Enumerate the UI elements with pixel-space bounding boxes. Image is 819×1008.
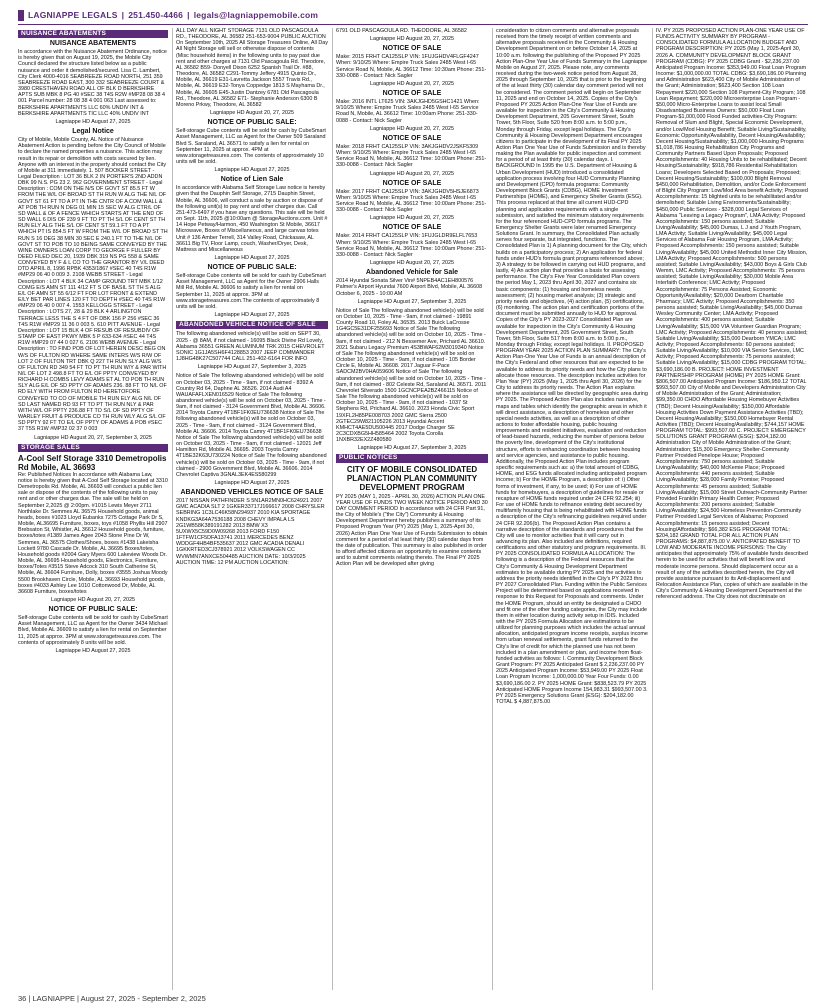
notice-body: In accordance with the Nuisance Abatement Ordinance, notice is hereby given that on August 19, 2025, the Mobile City Council declared the structure listed below as a public nuisance and order it demolished/secured. Lisa C. Lambert, City Clerk 4000-4016 SEABREEZE ROAD NORTH, 251 359 SEABREEZE ROAD EAST, 300 332 SEABREEZE COURT & 3980 CRESTHAVEN ROAD ALL OF BLK D BERKSHIRE APTS SUB MBK 8 PG 40 #SEC 38 T4S R2W #MP28 08 38 4 001 Parcel number: 28 08 38 4 001 063 Last assessed to: BERKSHIRE APARTMENTS LLC 60% UNDIV INT & BERKSHIRE APARTMENTS TIC LLC 40% UNDIV INT xyxy=(18,49,167,117)
section-banner: NUISANCE ABATEMENTS xyxy=(18,30,168,38)
notice-signature: Lagniappe HD August 27, 2025 xyxy=(214,167,290,174)
notice-title: NOTICE OF SALE xyxy=(382,134,442,142)
column-divider xyxy=(652,28,653,990)
header-rule xyxy=(18,24,808,25)
notice-title: NUISANCE ABATEMENTS xyxy=(49,40,137,48)
notice-signature: Lagniappe HD August 20, 27, 2025 xyxy=(51,596,135,603)
header-bar xyxy=(18,10,24,21)
notice-body: Re: Published Notices In accordance with Alabama Law, notice is hereby given that A-Cool Self Storage located at 3310 Demetropolis Rd. Mobile, AL 36693 will conduct a public lien sale or dispose of the contents of the following units to pay rent and or other charges due. The sale will be held on September 2,2025 @ 2:00pm. #1015 Lewis Meyer 2711 Northlake Dr. Semmes AL 36575 Household goods, animal heads, boxes #1023 Lloyd Eubanks 7275 Cottage Park Dr S, Mobile, AL36695 Furniture, boxes, toys #1058 Phyllis Hill 2907 Brebsaton St, Whistler, AL 36612 Household goods, furniture, boxes/totes #1389 James Agee 2043 Stone Pine Dr W, Semmes, AL 36575 Clothes/Shoes, boxes #1438 Lakeisha Lockett 9780 Cascade Dr. Mobile, AL 36695 Boxes/totes, Household goods #2004 Gary Myers 600 Lakeview Woods Dr. Mobile, AL 36695 Household goods, Electronics, Furniture, boxes/Totes #3515 Steve Adcock 310 South Catherine St, Mobile, AL 36604 Furniture, Dolly, boxes #3555 Joshua Moody 5500 Brookhaven Circle, Mobile, AL 36693 Household goods, boxes #4033 Ashley Lee 1010 Cottonwood Dr, Mobile, AL 36608 Furniture, boxes/totes xyxy=(18,471,168,595)
notice-body: Notice of Sale The following abandoned vehicle(s) will be sold on October 03, 2025 - Time - 9am, if not claimed - 8392 A Country Rd 64, Daphne AL 36526. 2014 Audi A4 WAUAFAFLXEN016529 Notice of Sale The following abandoned vehicle(s) will be sold on October 03, 2025 - Time - 9am, if not claimed - 3124 Government Blvd, Mobile AL 36606. 2014 Toyota Camry 4T1BF1FK0EU736638 Notice of Sale The following abandoned vehicle(s) will be sold on October 03, 2025 - Time - 9am, if not claimed - 3124 Government Blvd, Mobile AL 36606. 2014 Toyota Camry 4T1BF1FK0EU736638 Notice of Sale The following abandoned vehicle(s) will be sold on October 03, 2025 - Time - 9am, if not claimed - 12021 Jeff Hamilton Rd, Mobile AL 36695. 2003 Toyota Camry 4T1BE32K63U730224 Notice of Sale The following abandoned vehicle(s) will be sold on October 03, 2025 - Time - 9am, if not claimed - 2900 Government Blvd, Mobile AL 36606. 2014 Chevrolet Captiva 3GNAL3EK4ES580299 xyxy=(176,373,327,478)
notice-signature: Lagniappe HD August 20, 27, 2025 xyxy=(370,36,454,43)
header-publication: LAGNIAPPE LEGALS xyxy=(28,10,118,20)
notice-signature: Lagniappe HD August 27, 2025 xyxy=(214,255,290,261)
notice-signature: Lagniappe HD August 20, 27, 2025 xyxy=(210,110,294,117)
notice-body: Self-storage Cube contents will be sold for cash by CubeSmart Asset Management, LLC as Agent for the Owner 2906 Halls Mill Rd, Mobile AL 36606 to satisfy a lien for rental on September 11, 2025 at approx. 3PM at www.storagetreasures.com.The contents of approximately 8 units will be sold. xyxy=(176,273,326,310)
notice-body: PY 2025 (MAY 1, 2025 - APRIL 30, 2026) ACTION PLAN ONE YEAR USE OF FUNDS TWO WEEK NOTICE PERIOD AND 30 DAY COMMENT PERIOD In accordance with 24 CFR Part 91, the City of Mobile's ("the City") Community & Housing Development Department hereby publishes a summary of its Proposed Program Year (PY) 2025 (May 1, 2025-April 30, 2026) Action Plan One Year Use of Funds Submission to obtain comment for a period of at least thirty (30) calendar days from the date of publication. This summary is also published in order to afford affected citizens an opportunity to examine contents and to submit comments relating thereto. The Final PY 2025 Action Plan will be developed after giving xyxy=(336,493,488,568)
notice-body: In accordance with Alabama Self Storage Law notice is hereby given that the Dauphin Self Storage, 2715 Dauphin Street, Mobile, AL 36606, will conduct a sale by auction or dispose of the following unit(s) to pay rent and other charges due. Call 251-473-6497 if you have any questions. This sale will be held on Sept. 11th, 2025 @10:00am @ StorageAuctions.com. Unit # 14 Hope Petway/Harmon, 450 Washington St Mobile, 36617 Microwave, Boxes of Miscellaneous, and large canvas totes Unit # 136 Amber Terrell, 314 Valley Road, Chickasaw, AL 36611 Big TV, Floor Lamp, couch, Washer/Dryer, Desk, Mattress and Miscellaneous xyxy=(176,185,328,253)
header-phone: 251.450-4466 xyxy=(128,10,184,20)
notice-body: Self-storage Cube contents will be sold for cash by CubeSmart Asset Management, LLC as Agent for the Owner 509 Saraland Blvd S. Saraland, AL 36571 to satisfy a lien for rental on September 11, 2025 at approx. 4PM at www.storagetreasures.com. The contents of approximately 10 units will be sold. xyxy=(176,128,326,165)
column-3 xyxy=(336,28,488,990)
header-email[interactable]: legals@lagniappemobile.com xyxy=(193,10,319,20)
column-5 xyxy=(656,28,808,990)
header-divider-1: | xyxy=(121,10,125,20)
page-footer: 36 | LAGNIAPPE | August 27, 2025 - September 2, 2025 xyxy=(18,994,206,1003)
notice-signature: Lagniappe HD August 20, 27, 2025 xyxy=(370,125,454,132)
section-banner: ABANDONED VEHICLE NOTICE OF SALE xyxy=(176,321,328,329)
notice-title: Notice of Lien Sale xyxy=(220,176,284,184)
notice-body: IV. PY 2025 PROPOSED ACTION PLAN-ONE YEAR USE OF FUNDS ACTIVITY SUMMARY BY PROGRAM -CONSOLIDATED FORMULA ALLOCATION BUDGET AND PROGRAM DESCRIPTION: PY 2025 (May 1, 2025-April 30, 2026 A. COMMUNITY DEVELOPMENT BLOCK GRANT PROGRAM (CDBG): PY 2025 CDBG Grant - $2,236,237.00 Anticipated Program Income: $353,949.00 Float Loan Program Income: $1,000,000.00 TOTAL CDBG: $3,690,186.00 Planning and Administration $623,400 City of Mobile Administration of the Grant; Administration; $623,400 Section 108 Loan Repayment $220,000 Section 108 Payment-City Program; 108 Loan Repayment; $220,000 Microenterprise Loan Program - $50,000 Micro-Enterprise Loans to assist local Small Disadvantaged Business Owners: $50,000 Float Loan Program-$1,000,000 Flood Funded activities-City Program: Removal of Slum and Blight, Special Economic Development, and/or Low/Mod Housing Benefit; Suitable Living/Sustainability, Economic Opportunity/Availability, Decent Housing/Availability; Decent Housing/Sustainability; $1,000,000 Housing Programs $1,018,786 Housing Rehabilitation City Programs and Community Partners Based Upon Proposals; Proposed Accomplishments: 40 Housing Units to be rehabilitated; Decent Housing/Sustainability; $918,786 Residential Rehabilitation Loans; Developers Selected Based on Proposals; Proposed; Decent Housing/Sustainability; $100,000 Blight Removal $450,000 Rehabilitation, Demolition, and/or Code Enforcement of Blight City Program: Low/Mod Area benefit Activity; Proposed Accomplishments: 15 blighted units to be rehabilitated and/or demolished; Suitable Living Environments/Sustainability; $450,000 Public Services - $328,000 Legal Services of Alabama "Leaving a Legacy Program", LMA Activity; Proposed Accomplishments: 150 persons assisted; Suitable Living/Availability; $45,000 Dumas, L J and J Youth Program, LMA Activity; Suitable Living/Availability; $45,000 Legal Services of Alabama Fair Housing Program, LMA Activity; Proposed Accomplishments: 150 persons assisted; Suitable Living/Availability; $45,000 United Methodist Inner City Mission, LMA Activity; Proposed Accomplishments: 500 persons assisted; Suitable Living/Availability; $43,000 Boys & Girls Club Wemm, LMC Activity; Proposed Accomplishments: 75 persons assisted; Suitable Living/Availability; $30,000 Mobile Area Interfaith Conference; LMC Activity; Proposed Accomplishments: 75 Persons Assisted; Economic Opportunity/Availability; $20,000 Dearborn Charitable Pharmacy; LMC Activity; Proposed Accomplishments: 350 persons assisted; Suitable Living/Availability; $45,000 Dumas Wesley Community Center; LMA Activity; Proposed Accomplishments: 400 persons assisted; Suitable Living/Availability; $15,000 VIA Volunteer Guardian Program; LMC Activity; Proposed Accomplishments: 40 persons assisted; Suitable Living/Availability; $15,000 Dearborn YMCA; LMC Activity; Proposed Accomplishments: 60 persons assisted; Suitable Living/Availability; $10,000 VIA Senior Services, LMC Activity; Proposed Accomplishments: 75 persons assisted; Suitable Living/Availability; $15,000 CDBG PROGRAM TOTAL: $3,690,186.00 B. PROJECT: HOME INVESTMENT PARTNERSHIP PROGRAM (HOME) PY 2025 HOME Grant: $806,507.00 Anticipated Program Income: $186,959.12 TOTAL $993,507.00 City of Mobile and Developers Administration City of Mobile Administration of the Grant; Administration; $99,350.00 CHDO Affordable Housing Homebuyer Activities (TBD); Decent Housing/Availability; $150,000 Affordable Housing Activities Down Payment Assistance Activities (TBD); Decent Housing/Availability; $150,000 Homebuyer Rental Activities (TBD); Decent Housing/Availability; $744,157 HOME PROGRAM TOTAL: $993,507.00 C. PROJECT: EMERGENCY SOLUTIONS GRANT PROGRAM (ESG): $204,182.00 Administration City of Mobile Administration of the Grant; Administration; $15,300 Emergency Shelter-Community Partner Provided Penelope House; Proposed Accomplishments: 750 persons assisted; Suitable Living/Availability; $40,000 McKemie Place; Proposed Accomplishments: 440 persons assisted; Suitable Living/Availability; $28,000 Family Promise; Proposed Accomplishments: 45 persons assisted; Suitable Living/Availability; $15,000 Street Outreach-Community Partner Provided Franklin Primary Health Center; Proposed Accomplishments: 200 persons assisted; Suitable Living/Availability; $24,500 Homeless Prevention-Community Partner Provided Legal Services of Alabama; Proposed Accomplishments: 15 persons assisted; Decent Housing/Affordability; $66,382 ESG PROGRAM TOTAL: $204,182 GRAND TOTAL FOR ALL ACTION PLAN PROGRAMS: $4,887,875.00 V. ANTICIPATED BENEFIT TO LOW AND MODERATE INCOME PERSONS: The City anticipates that approximately 75% of available funds described herein to be used for activities that will benefit low and moderate income persons. Should displacement occur as a result of any of the activities described herein, the City will provide assistance pursuant to its Anti-displacement and Relocation Assistance Plan, copies of which are available in the City's Community & Housing Development Department at the referenced address. The City does not discriminate on xyxy=(656,28,808,601)
notice-body: 2014 Hyundai Sonata Silver Vin# 5NPEB4AC1EH800576 Palmer's Airport Hyundai 7600 Airport Blvd, Mobile, AL 36608 October 6, 2025 - 10:00 AM xyxy=(336,278,483,297)
notice-title: NOTICE OF SALE xyxy=(382,90,442,98)
notice-signature: Lagniappe HD August 27, September 3, 2025 xyxy=(357,298,467,305)
notice-signature: Lagniappe HD August 27, 2025 xyxy=(214,480,290,486)
notice-body: Notice of Sale The following abandoned vehicle(s) will be sold on October 10, 2025 - Time - 9am, if not claimed - 19891 County Road 10, Foley AL 36535. 2013 Buick LaCrosse 1G4GC5E31DF255693 Notice of Sale The following abandoned vehicle(s) will be sold on October 10, 2025 - Time - 9am, if not claimed - 212 N Bessemer Ave, Prichard AL 36610. 2021 Subaru Legacy Premium 4S3BWAF62M3019340 Notice of Sale The following abandoned vehicle(s) will be sold on October 10, 2025 - Time - 9am, if not claimed - 105 Border Circle E, Mobile AL 36608. 2017 Jaguar F-Pace SADCM2BV0HA059606 Notice of Sale The following abandoned vehicle(s) will be sold on October 10, 2025 - Time - 9am, if not claimed - 802 Celeste Rd, Saraland AL 36571. 2011 Chevrolet Silverado 1500 1GCNCPEA2BZ466115 Notice of Sale The following abandoned vehicle(s) will be sold on October 10, 2025 - Time - 9am, if not claimed - 1037 St Stephens Rd, Prichard AL 36610. 2023 Honda Civic Sport 19XFL2H85PE008703 2002 GMC Sierra 2500 2GTEC29W821105226 2013 Hyundai Accent KMHCT4AE5DU500445 2017 Dodge Charger SE 2C3CDXBG5HH585464 2002 Toyota Corolla 1NXBR32EX2Z480580 xyxy=(336,307,487,444)
notice-body: Make: 2014 FRHT CA125SLP VIN: 1FUJGLDR9ELFL7653 When: 9/10/25 Where: Empire Truck Sales 2485 West I-65 Service Road N, Mobile, AL 36612 Time: 10:00am Phone: 251-330-0088 - Contact: Nick Sagler xyxy=(336,233,487,258)
notice-signature: Lagniappe HD August 20, 27, 2025 xyxy=(370,215,454,222)
notice-body: consideration to citizen comments and alternative proposals received from the timely receipt of written comments and alternative proposals received in the Community & Housing Development Department on or before October 14, 2025 at 10:00 a.m. following the publishing of the Proposed PY 2025 Action Plan-One Year Use of Funds Summary in the Lagniappe Mobile on August 27, 2025. Please note, any comments received during the two-week notice period from August 28, 2025 through September 10, 2025 that is prior to the beginning of the at least thirty (30) calendar day comment period will not be considered. The comment period will begin on September 11, 2025 and end on October 14, 2025. Copies of the City's Proposed PY 2025 Action Plan-One Year Use of Funds are available for inspection in the City's Community & Housing Development Department, 205 Government Street, South Tower, 5th Floor, Suite 520 from 8:00 a.m. to 5:00 p.m., Monday through Friday, except legal holidays. The City's Community & Housing Development Department encourages citizens to participate in the development of its Final PY 2025 Action Plan One Year Use of Funds Submission and is thereby making the Plan available for public inspection and comment for a period of at least thirty (30) calendar days. I. BACKGROUND In 1995 the U.S. Department of Housing & Urban Development (HUD) introduced a consolidated application process involving four HUD Community Planning and Development (CPD) formula programs: Community Development Block Grants (CDBG), HOME Investment Partnerships (HOME), and Emergency Shelter Grants (ESG). This process replaced at that time all current HUD-CPD planning and application requirements with a single submission, and satisfied the minimum statutory requirements for the four referenced HUD-CPD formula programs. The Emergency Shelter Grants were later renamed Emergency Solutions Grant. In summary, the Consolidated Plan actually serves four separate, but integrated, functions. The Consolidated Plan is 1) A planning document for the City, which builds on a participatory process; 2) An application for federal funds under HUD's formula grant programs referenced above; 3) A strategy to be followed in carrying out HUD programs, and lastly, 4) An action plan that provides a basis for assessing performance. The City's Five Year Consolidated Plan covers the period May 1, 2023 thru April 30, 2027 and contains six basic components: (1) housing and homeless needs assessment; (2) housing market analysis; (3) strategic and priority needs and objectives, (4) action plan, (5) certifications, (6) monitoring. The action plan and certification portions of the document must be submitted annually to HUD for approval. Copies of the City's PY 2023-2027 Consolidated Plan are available for inspection in the City's Community & Housing Development Department, 205 Government Street, South Tower, 5th Floor, Suite 517 from 8:00 a.m. to 5:00 p.m., Monday through Friday, except legal holidays. II. PROPOSED PROGRAM YEAR 2025 ACTION PLAN SUMMARY: The City's Action Plan-One Year Use of Funds is an annual description of the City's Federal and other resources that are expected to be available to address its priority needs and how the City plans to allocate those resources. The description includes activities for Plan Year (PY) 2025 (May 1, 2025 thru April 30, 2026) for the City to address its priority needs. The Action Plan explains where the assistance will be directed by geographic area during PY 2025. The Proposed Action Plan also includes narrative, maps and tables which identify the geographic areas in which it will direct assistance, a description of homeless and other special needs activities, as well as a description of other actions to foster affordable housing, public housing improvements and resident initiatives, evaluation and reduction of lead-based hazards, reducing the number of persons below the poverty line, development of the City's institutional structure, efforts to enhancing coordination between housing and service agencies, and assistance to public housing. Additionally, the Proposed Action Plan includes program specific requirements such as: a) the total amount of CDBG, HOME, and ESG funds allocated including anticipated program income; b) For the HOME Program, a description of: i) Other forms of investment, if any, to be used; ii) For use of HOME funds for homebuyers, a description of guidelines for resale or recapture of HOME funds required under 24 CFR 92.254; iii) For use of HOME funds to refinance existing debt secured by multifamily housing that is being rehabilitated with HOME funds a description of the City's refinancing guidelines required under 24 CFR 92.206(b). The Proposed Action Plan contains a narrative description of the standards and procedures that the City will use to monitor activities that it will carry out in advancing its plan. Also included are definitions, required certifications and other statutory and program requirements. III. PY 2025 CONSOLIDATED FORMULA ALLOCATION: The following is a description of the Federal resources that the City's Community & Housing Development Department estimates to be available during PY 2025 and the activities to address the priority needs identified in the City's PY 2023 thru PY 2027 Consolidated Plan. Funding within the Public Services Project will be determined based on applications received in response to this Request for Proposals and comments. Under the HOME Program, should an entity be designated a CHDO and fit one of the other funding categories, the City may include them in either location during activity setup in IDIS. Included with the PY 2025 Formula Allocation are estimations to be utilized for planning purposes which includes the actual annual allocation, anticipated program income receipts, surplus income from urban renewal settlements, grant funds returned to the City's line of credit for which the planned use has not been included in a plan amendment or plan, and income from float-funded activities as follows: I. Community Development Block Grant Program: PY 2025 Anticipated Grant $ 2,236,237.00 PY 2025 Anticipated Program Income: $53,949.00 PY 2025 Float Loan Program Income: 1,000,000.00 Year Four Funds: 0.00 $3,690,186.00 2. PY 2025 HOME Grant: $838,523.79 PY 2025 Anticipated HOME Program Income 154,983.31 $993,507.00 3. PY 2025 Emergency Solutions Grant (ESG): $204,182.00 TOTAL $ 4,887,875.00 xyxy=(496,28,648,706)
column-2 xyxy=(176,28,328,990)
notice-title: Legal Notice xyxy=(72,128,114,136)
notice-body: Self-storage Cube contents will be sold for cash by CubeSmart Asset Management, LLC as Agent for the Owner 3434 Michael Blvd, Mobile AL 36609 to satisfy a lien for rental on September 11, 2025 at approx. 3PM at www.storagetreasures.com. The contents of approximately 8 units will be sold. xyxy=(18,615,168,646)
notice-title: NOTICE OF PUBLIC SALE: xyxy=(207,119,297,127)
notice-body: 2017 NISSAN PATHFINDER S 5N1AR2MN0HC624921 2007 GMC ACADIA SLT 2 1GKER33717J166617 2008 CHRYSLER SEBRING 1C3LC46K58N294937 2010 KIA SPORTAGE KNDKG3A64A7536188 2008 CHEVY IMPALA LS 2G1WB58K389191282 2013 BMW X3 5UXWX5C59D0W09268 2013 FORD F150 1FTFW1CF5DFA13741 2011 MERCEDES BENZ WDDGF4HB4BF535637 2012 GMC ACADIA DENALI 1GKKRTED3CJ378921 2012 VOLKSWAGEN CC WVWMN7ANXCE504485 AUCTION DATE: 10/3/2025 AUCTION TIME: 12 PM AUCTION LOCATION: xyxy=(176,498,325,566)
notice-signature: Lagniappe HD August 20, 27, 2025 xyxy=(370,170,454,177)
notice-signature: Lagniappe HD August 20, 27, 2025 xyxy=(370,260,454,267)
notice-signature: Lagniappe HD August 20, 27, September 3, 2025 xyxy=(34,434,152,441)
notice-title: NOTICE OF PUBLIC SALE: xyxy=(48,606,138,614)
notice-body: The following abandoned vehicle(s) will be sold on SEPT 30, 2025 - @ 8AM, if not claimed - 16095 Black Divine Rd Lovely, Alabama 36551 GREEN ALUMINUM TRK 2015 CHEVROLET SONIC 1G1JA5SH6F4128853 2007 JEEP COMMANDER 1J8HG48K27C507744 CALL 251-402-6164 FOR INFO xyxy=(176,331,325,363)
header-divider-2: | xyxy=(187,10,190,20)
column-divider xyxy=(172,28,173,990)
page-header xyxy=(18,8,808,22)
notice-signature: Lagniappe HD August 27, September 3, 2025 xyxy=(197,364,307,371)
column-divider xyxy=(332,28,333,990)
notice-body: 6791 OLD PASCAGOULA RD. THEODORE, AL 36582 xyxy=(336,28,467,34)
notice-title: Abandoned Vehicle for Sale xyxy=(365,269,459,277)
notice-body: Make: 2016 INTL LT625 VIN: 3AKJGHD5GSHC1421 When: 9/10/25 Where: Empire Truck Sales 2485 West I-65 Service Road N, Mobile, AL 36612 Time: 10:00am Phone: 251-330-0088 - Contact: Nick Sagler xyxy=(336,99,480,124)
notice-title: NOTICE OF SALE xyxy=(382,224,442,232)
notice-signature: Lagniappe HD August 27, 2025 xyxy=(214,312,290,319)
notice-signature: Lagniappe HD August 27, September 3, 2025 xyxy=(357,445,467,452)
notice-signature: Lagniappe HD August 27, 2025 xyxy=(55,647,131,654)
notice-heading: A-Cool Self Storage 3310 Demetropolis Rd Mobile, AL 36693 xyxy=(18,453,167,472)
notice-body: Make: 2017 FRHT CA125SLP VIN: 3AKJGHDV5HSJE6873 When: 9/10/25 Where: Empire Truck Sales 2485 West I-65 Service Road N, Mobile, AL 36612 Time: 10:00am Phone: 251-330-0088 - Contact: Nick Sagler xyxy=(336,188,487,214)
notice-title: NOTICE OF SALE xyxy=(382,45,442,53)
notice-body: ALL DAY ALL NIGHT STORAGE 7131 OLD PASCAGOULA RD., THEODORE, AL 36582 251-653-9004 PUBLIC AUCTION On September 10th, 2025 All Storage Treasures Online, All Day All Night Storage will sell or otherwise dispose of contents (Misc household items) in the following units to pay past due rent and other charges at 7131 Old Pascagoula Rd. Theodore, AL 36582 B59- Donyell Dixon 6252 Spanish Trail Dr. #88, Theodore, AL 36582 C291-Tommy Jeffery 4915 Quinto Dr., Mobile, AL 36619 E31-Lavretta Jackson 5557 Travis Rd., Mobile, AL 36619 E32-Tonya Coppedge 1813 S Mayhama Dr., Mobile, AL 36605 E45-Justin Dantzey 6781 Old Pascagoula Rd., Theodore, AL 36582 E71- Stephanie Anderson 6300 B Moreno Prkwy, Theodore, AL 36582 xyxy=(176,28,328,108)
column-1 xyxy=(18,28,168,990)
section-banner: PUBLIC NOTICES xyxy=(336,454,488,462)
notice-title: NOTICE OF SALE xyxy=(382,179,442,187)
notice-title: NOTICE OF PUBLIC SALE: xyxy=(207,264,297,272)
notice-body: Make: 2018 FRHT CA125SLP VIN: 3AKJGHDV2JSKF5309 When: 9/10/25 Where: Empire Truck Sales 2485 West I-65 Service Road N, Mobile, AL 36612 Time: 10:00am Phone: 251-330-0088 - Contact: Nick Sagler xyxy=(336,143,487,169)
column-divider xyxy=(492,28,493,990)
section-banner: STORAGE SALES xyxy=(18,444,168,452)
notice-signature: Lagniappe HD August 20, 27, 2025 xyxy=(370,80,454,87)
column-4 xyxy=(496,28,648,990)
notice-headline: CITY OF MOBILE CONSOLIDATED PLAN/ACTION PLAN COMMUNITY DEVELOPMENT PROGRAM xyxy=(346,464,478,492)
notice-body: City of Mobile, Mobile County, AL Notice of Nuisance Abatement Action is pending before the City Council of Mobile to declare the named properties a nuisance. This action may result in its repair or demolition with costs secured by lien. Anyone with an interest in the property should contact the City of Mobile at 311 immediately. 1. 507 BOOKER STREET - Legal Description : LOT 36 BLK 2 IN PORTER'S 2ND ADDN DBK 99 N.S. PG 23 2. 962 GOVERNMENT STREET - Legal Description : COM ON THE N/S OF GOVT ST 85.5 FT W FROM THE W/L OF BROAD ST TH RUN W ALG THE N/L OF GOVT ST 61 FT TO A PT IN THE CNTR OF A COM WALL & AT POB TH RUN N DEG 01 MIN 15 SEC W ALG CTR/L OF SD WALL & OF A FENCE WHICH STARTS AT THE END OF SD WALL 6 DIS OF 239 9 FT TO PT TH S/L OF CENT ST TH RUN ELY ALG THE S/L OF CENT ST 59.1 FT TO A PT WHICH PT IS 854.5 FT W FROM THE W/L OF BROAD ST TH RUN S 16 DEG 38 MIN 30 SEC E 240.1 FT TO THE N/L OF GOVT ST TO POB TO 10 BEING SAME CONVEYED BY THE WINE OWNERS LOAN CORP TO GEORGE F FULLER BY DEED FILED DEC 20, 1939 DBK 319 NS PG 558 & SAME CONVEYED BY F & L CO TO THE GRANTOR BY V/L DEED DTD APRIL 8, 1996 RPBK 4353/1867 #SEC 40 T4S R1W #MP29 06 40 0 009 3. 2108 WEBB STREET - Legal Description : LOT 4 BLK 34 CAMP GROUND TRT MBK 1/12 COMG E/S AMN ST 111 4/12 FT S OF BASIL ST TH S ALG E/L OF AMN ST 55 6/12 FT FOR LOT FRONT & EXTEND E/LY BET PAR LINES 120 FT TO DEPTH #SEC 40 T4S R1W #MP29 06 40 0 007 4. 1553 KELLOGG STREET - Legal Description : LOTS 27, 28 & 29 BLK 4 ARLINGTON TERRACE LESS THE S 4 FT OF DBK 156 P 256 #SEC 36 T4S R1W #MP29 11 36 0 003 5. 610 PITT AVENUE - Legal Description : LOT 15 BLK 4 OF RESUB OF RESUBDIV OF STAMP OF EAST PKWY MBK 5 P 633-634 #SEC 44 T4S R1W #MP29 07 44 0 027 6. 2106 WEBB AVENUE - Legal Description : TO FIND POB OF LOT HEREIN DESC BEG ON W/S OF FULTON RD WHERE SAME INTERS W/S R/W OF LOT 2 OF FULTON TRT DBK Q 227 TH RUN SLY ALG W/S OF FULTON RD 349 54 FT TO PT TH RUN W/Y & PAR WITH N/L OF LOT 2 498.8 FT TO E/L OF PPTY CONVEYED BY RICHARD H COMBS LEVY ADAMS ET AL TO POB TH RUN SLY ALG E/L OF SD PPTY OF ADAMS 236. 88 FT TO N/L OF RD ELY WITH FROM FULTON RD HERETOFORE CONVEYED TO CO OF MOBILE TH RUN ELY ALG N/L OF SD LAST NAMED RD 93 FT TO PT TH RUN NLY & PAR WITH W/L OF PPTY 236.88 FT TO S/L OF SD PPTY OF WARLEY FRUIT & PRODUCE CO TH RUN WLY ALG S/L OF SD PPTY 92 FT TO E/L OF PPTY OF ADAMS & POB #SEC 37 T5S R1W #MP32 02 37 0 003 xyxy=(18,137,168,433)
notice-body: Make: 2015 FRHT CA125SLP VIN: 1FUJGHDV4FLGF4247 When: 9/10/25 Where: Empire Truck Sales 2485 West I-65 Service Road N, Mobile, AL 36612 Time: 10:30am Phone: 251-330-0088 - Contact: Nick Sagler xyxy=(336,54,487,79)
notice-signature: Lagniappe HD August 27, 2025 xyxy=(55,118,131,125)
notice-title: ABANDONED VEHICLES NOTICE OF SALE xyxy=(180,489,324,497)
